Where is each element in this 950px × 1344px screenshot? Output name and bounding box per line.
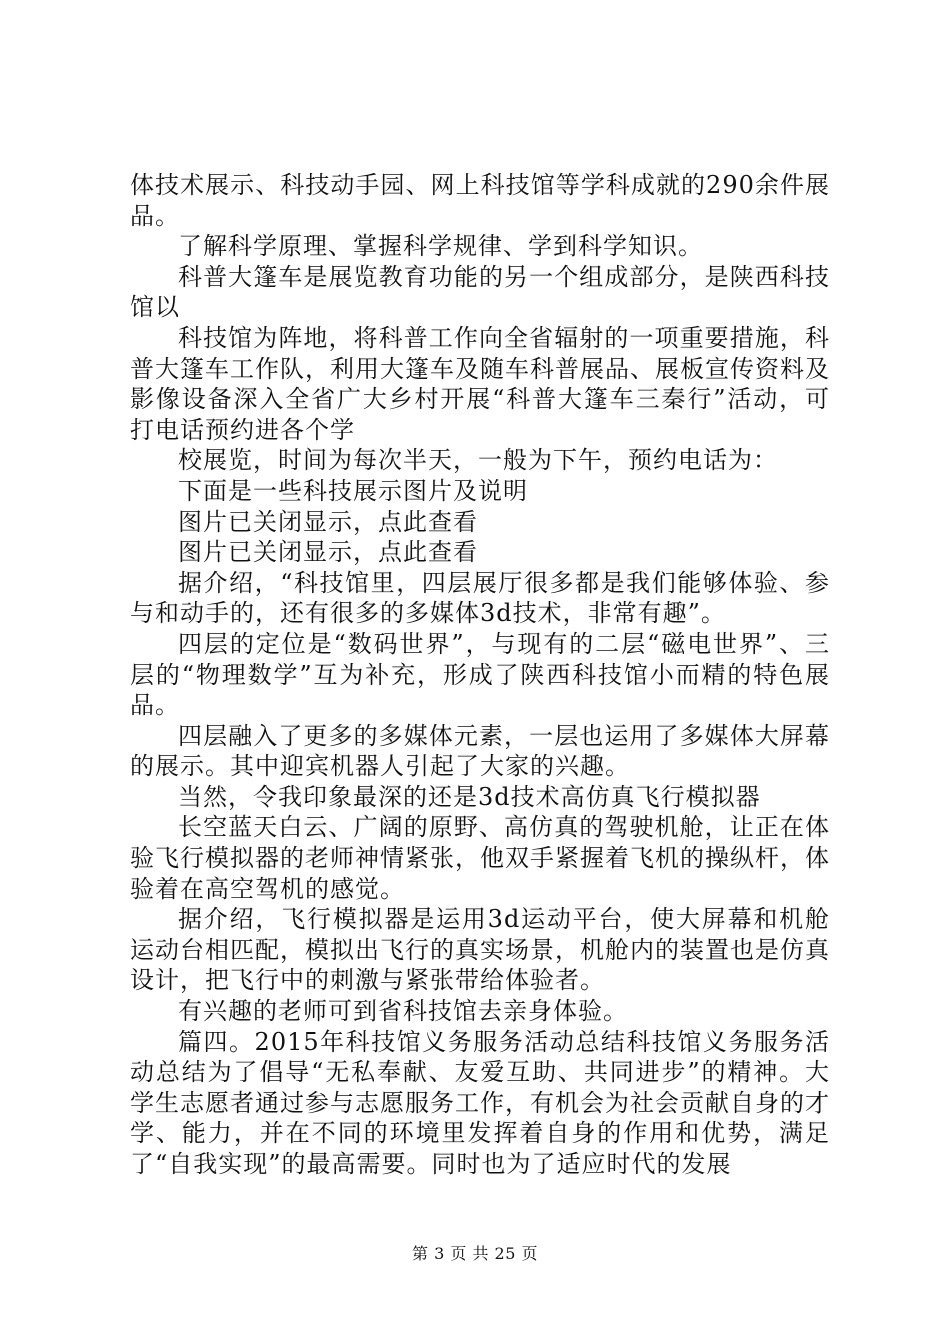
paragraph: 科普大篷车是展览教育功能的另一个组成部分，是陕西科技馆以 (130, 262, 830, 322)
paragraph: 四层融入了更多的多媒体元素，一层也运用了多媒体大屏幕的展示。其中迎宾机器人引起了大家的兴趣。 (130, 721, 830, 781)
document-body (130, 170, 830, 1180)
paragraph: 了解科学原理、掌握科学规律、学到科学知识。 (178, 232, 703, 261)
paragraph: 科技馆为阵地，将科普工作向全省辐射的一项重要措施，科普大篷车工作队，利用大篷车及随车科普展品、展板宣传资料及影像设备深入全省广大乡村开展“科普大篷车三秦行”活动，可打电话预约进各个学 (130, 323, 830, 444)
image-placeholder-link[interactable]: 图片已关闭显示，点此查看 (178, 538, 478, 567)
paragraph: 校展览，时间为每次半天，一般为下午，预约电话为： (178, 446, 778, 475)
paragraph: 据介绍，飞行模拟器是运用3d运动平台，使大屏幕和机舱运动台相匹配，模拟出飞行的真实场景，机舱内的装置也是仿真设计，把飞行中的刺激与紧张带给体验者。 (130, 905, 830, 995)
paragraph: 有兴趣的老师可到省科技馆去亲身体验。 (178, 997, 628, 1026)
page-number-footer: 第 3 页 共 25 页 (412, 1244, 538, 1263)
paragraph: 篇四。2015年科技馆义务服务活动总结科技馆义务服务活动总结为了倡导“无私奉献、友爱互助、共同进步”的精神。大学生志愿者通过参与志愿服务工作，有机会为社会贡献自身的才学、能力，并在不同的环境里发挥着自身的作用和优势，满足了“自我实现”的最高需要。同时也为了适应时代的发展 (130, 1027, 830, 1178)
paragraph: 下面是一些科技展示图片及说明 (178, 476, 528, 505)
paragraph: 四层的定位是“数码世界”，与现有的二层“磁电世界”、三层的“物理数学”互为补充，形成了陕西科技馆小而精的特色展品。 (130, 629, 830, 720)
paragraph: 体技术展示、科技动手园、网上科技馆等学科成就的290余件展品。 (130, 171, 830, 230)
paragraph: 据介绍，“科技馆里，四层展厅很多都是我们能够体验、参与和动手的，还有很多的多媒体3d技术，非常有趣”。 (130, 568, 830, 628)
paragraph: 长空蓝天白云、广阔的原野、高仿真的驾驶机舱，让正在体验飞行模拟器的老师神情紧张，他双手紧握着飞机的操纵杆，体验着在高空驾机的感觉。 (130, 813, 830, 903)
paragraph: 当然，令我印象最深的还是3d技术高仿真飞行模拟器 (178, 782, 761, 811)
image-placeholder-link[interactable]: 图片已关闭显示，点此查看 (178, 507, 478, 536)
